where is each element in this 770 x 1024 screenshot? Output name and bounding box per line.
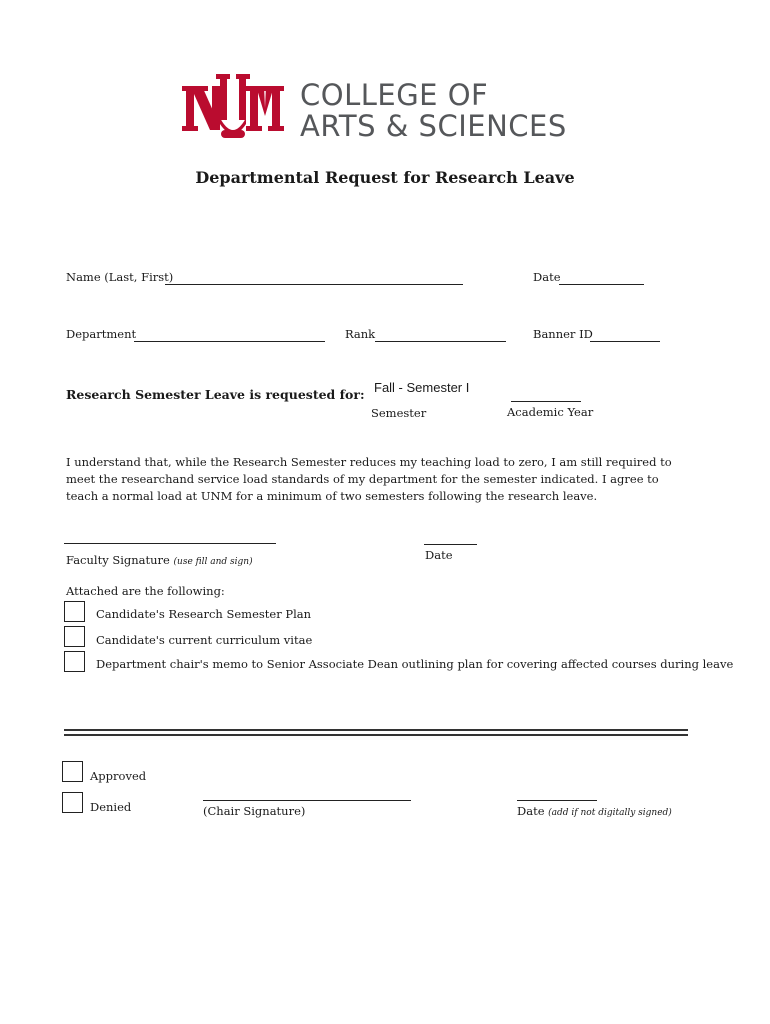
department-label: Department xyxy=(66,327,137,341)
college-name-line2: ARTS & SCIENCES xyxy=(300,109,567,143)
attachment-label-memo: Department chair's memo to Senior Associate Dean outlining plan for covering affected courses during leave xyxy=(96,657,734,671)
leave-request-label: Research Semester Leave is requested for: xyxy=(66,387,365,402)
faculty-date-field[interactable] xyxy=(424,544,477,545)
attachment-label-cv: Candidate's current curriculum vitae xyxy=(96,633,313,647)
approved-label: Approved xyxy=(90,769,147,783)
chair-date-note: (add if not digitally signed) xyxy=(548,808,672,818)
rank-label: Rank xyxy=(345,327,376,341)
section-divider-bottom xyxy=(64,734,688,736)
faculty-signature-field[interactable] xyxy=(64,543,276,544)
academic-year-caption: Academic Year xyxy=(507,405,594,419)
rank-field[interactable] xyxy=(375,341,506,342)
department-field[interactable] xyxy=(134,341,325,342)
chair-date-field[interactable] xyxy=(517,800,597,801)
banner-id-field[interactable] xyxy=(590,341,660,342)
approved-checkbox[interactable] xyxy=(62,761,83,782)
academic-year-field[interactable] xyxy=(511,401,581,402)
chair-signature-label: (Chair Signature) xyxy=(203,804,306,818)
attachment-checkbox-cv[interactable] xyxy=(64,626,85,647)
name-label: Name (Last, First) xyxy=(66,270,174,284)
date-label: Date xyxy=(533,270,561,284)
date-field[interactable] xyxy=(559,284,644,285)
statement-paragraph: I understand that, while the Research Semester reduces my teaching load to zero, I am still required to meet the researchand service load standards of my department for the semester indicated. I agree to teach a normal load at UNM for a minimum of two semesters following the research leave. xyxy=(66,455,672,503)
faculty-signature-note: (use fill and sign) xyxy=(173,557,253,567)
chair-signature-field[interactable] xyxy=(203,800,411,801)
faculty-signature-caption xyxy=(66,553,253,567)
faculty-signature-label: Faculty Signature xyxy=(66,553,170,567)
attachments-heading: Attached are the following: xyxy=(66,584,225,598)
name-field[interactable] xyxy=(165,284,463,285)
section-divider-top xyxy=(64,729,688,731)
chair-date-label: Date xyxy=(517,804,545,818)
banner-id-label: Banner ID xyxy=(533,327,593,341)
college-name-line1: COLLEGE OF xyxy=(300,78,489,112)
semester-caption: Semester xyxy=(371,406,427,420)
attachment-checkbox-memo[interactable] xyxy=(64,651,85,672)
denied-label: Denied xyxy=(90,800,132,814)
attachment-label-plan: Candidate's Research Semester Plan xyxy=(96,607,312,621)
faculty-date-label: Date xyxy=(425,548,453,562)
college-name xyxy=(300,80,567,142)
chair-date-caption xyxy=(517,804,672,818)
semester-select[interactable]: Fall - Semester I xyxy=(374,380,470,395)
attachment-checkbox-plan[interactable] xyxy=(64,601,85,622)
form-title: Departmental Request for Research Leave xyxy=(195,168,575,187)
denied-checkbox[interactable] xyxy=(62,792,83,813)
unm-logo-icon xyxy=(180,72,286,142)
